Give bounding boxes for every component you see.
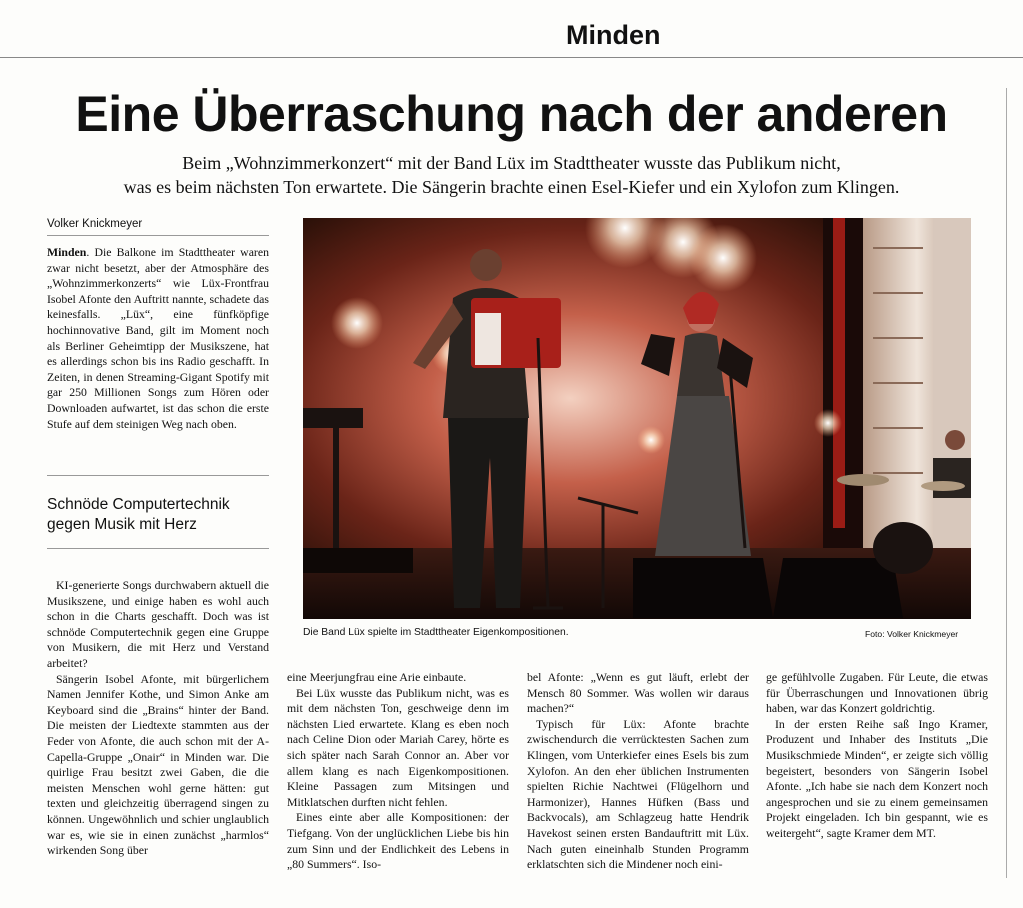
lead-paragraph [47, 245, 269, 432]
stage-scene-image [303, 218, 971, 619]
subhead-rule-top [47, 475, 269, 476]
paragraph: ge gefühlvolle Zugaben. Für Leute, die etwas für Überraschungen und Innovationen übrig haben, war das Konzert goldrichtig. [766, 670, 988, 716]
paragraph: eine Meerjungfrau eine Arie einbaute. [287, 670, 467, 684]
author-byline: Volker Knickmeyer [47, 218, 143, 230]
concert-photo [303, 218, 971, 619]
column-1 [47, 578, 269, 859]
subheadline-line-2: was es beim nächsten Ton erwartete. Die Sängerin brachte einen Esel-Kiefer und ein Xylofon zum Klingen. [123, 177, 900, 197]
column-2 [287, 670, 509, 873]
photo-caption: Die Band Lüx spielte im Stadttheater Eigenkompositionen. [303, 627, 569, 638]
byline-rule [47, 235, 269, 236]
section-title: Minden [566, 20, 661, 50]
top-rule [0, 57, 1023, 58]
column-4 [766, 670, 988, 842]
subhead-rule-bottom [47, 548, 269, 549]
subheadline-line-1: Beim „Wohnzimmerkonzert“ mit der Band Lüx im Stadttheater wusste das Publikum nicht, [182, 153, 841, 173]
paragraph: bel Afonte: „Wenn es gut läuft, erlebt der Mensch 80 Sommer. Was wollen wir daraus machen?“ [527, 670, 749, 716]
paragraph: KI-generierte Songs durchwabern aktuell die Musikszene, und einige haben es wohl auch schon in die Charts geschafft. Doch was ist schnöde Computertechnik gegen eine Gruppe von Musikern, die mit Herz und Verstand arbeitet? [47, 578, 269, 670]
paragraph: Eines einte aber alle Kompositionen: der Tiefgang. Von der unglücklichen Liebe bis hin zum Sinn und der Endlichkeit des Lebens in „80 Summers“. Iso- [287, 810, 509, 872]
paragraph: Bei Lüx wusste das Publikum nicht, was es mit dem nächsten Ton, geschweige denn im nächsten Lied erwartete. Klang es eben noch nach Celine Dion oder Mariah Carey, hörte es sich später nach Sarah Connor an. Aber vor allem klang es nach Eigenkompositionen. Kleine Passagen zum Mitsingen und Mitklatschen durften nicht fehlen. [287, 685, 509, 809]
paragraph: Sängerin Isobel Afonte, mit bürgerlichem Namen Jennifer Kothe, und Simon Anke am Keyboard sind die „Brains“ hinter der Band. Die meisten der Liedtexte stammten aus der Feder von Afonte, die auch schon mit der A-Capella-Gruppe „Onair“ in Minden war. Die quirlige Frau besitzt zwei Gaben, die die meisten Menschen wohl gerne hätten: gut texten und gleichzeitig überragend singen zu können. Ungewöhnlich und schier unglaublich war es, wie sie in einen zunächst „harmlos“ wirkenden Song über [47, 671, 269, 858]
paragraph: In der ersten Reihe saß Ingo Kramer, Produzent und Inhaber des Instituts „Die Musikschmiede Minden“, er zeigte sich völlig begeistert, besonders von Sängerin Isobel Afonte. „Ich habe sie nach dem Konzert noch angesprochen und sie zu einem gemeinsamen Projekt eingeladen. Ich bin gespannt, wie es weitergeht“, sagte Kramer dem MT. [766, 716, 988, 840]
column-3 [527, 670, 749, 873]
lead-text: . Die Balkone im Stadttheater waren zwar nicht besetzt, aber der Atmosphäre des „Wohnzimmerkonzerts“ wie Lüx-Frontfrau Isobel Afonte den Auftritt nannte, schadete das keinesfalls. „Lüx“, eine fünfköpfige hochinnovative Band, gilt im Moment noch als Berliner Geheimtipp der Musikszene, hat es allerdings schon bis ins Radio geschafft. In Zeiten, in denen Streaming-Gigant Spotify mit gar 250 Millionen Songs zum Hören oder Downloaden aufwartet, ist das schon die erste Stufe auf dem steinigen Weg nach oben. [47, 245, 269, 431]
photo-credit: Foto: Volker Knickmeyer [865, 629, 959, 639]
right-column-rule [1006, 88, 1007, 878]
subhead: Schnöde Computertechnik gegen Musik mit Herz [47, 496, 230, 533]
dateline: Minden [47, 245, 87, 259]
headline: Eine Überraschung nach der anderen [75, 86, 948, 142]
paragraph: Typisch für Lüx: Afonte brachte zwischendurch die verrücktesten Sachen zum Klingen, vom Unterkiefer eines Esels bis zum Xylofon. An den eher üblichen Instrumenten spielten Richie Nachtwei (Flügelhorn und Harmonizer), Hannes Hüfken (Bass und Backvocals), am Schlagzeug hatte Hendrik Havekost seinen ersten Bandauftritt mit Lüx. Nach guten eineinhalb Stunden Programm erklatschten sich die Mindener noch eini- [527, 716, 749, 872]
